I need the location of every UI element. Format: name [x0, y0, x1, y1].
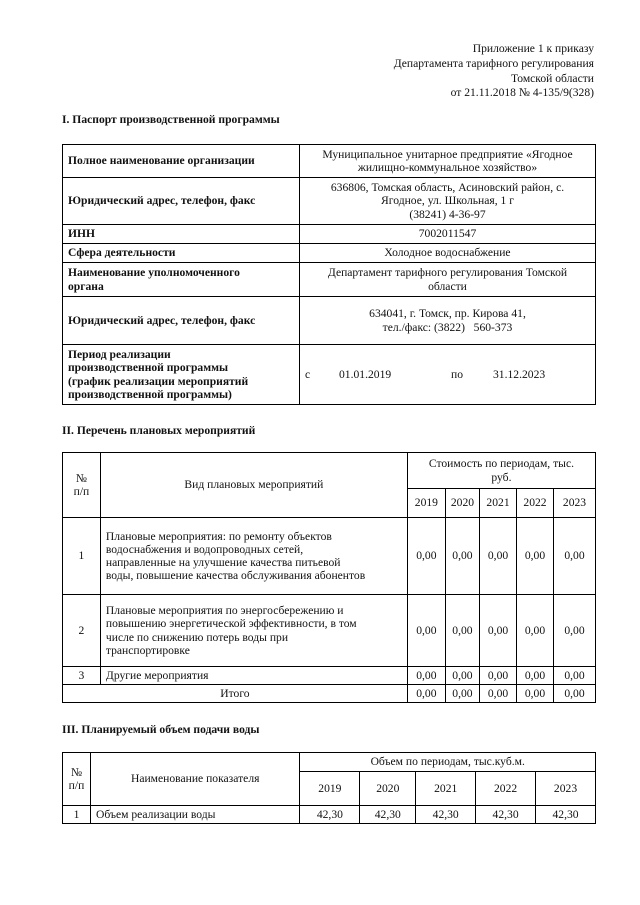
text-line: Плановые мероприятия: по ремонту объектов	[105, 529, 332, 543]
year-header: 2022	[517, 489, 554, 518]
cost-cell: 0,00	[407, 518, 445, 595]
text-line: Плановые мероприятия по энергосбережению и	[105, 604, 344, 618]
header-line: п/п	[68, 779, 85, 792]
text-line: направленные на улучшение качества питьевой	[105, 556, 341, 569]
row-name	[100, 518, 407, 595]
row-name: Объем реализации воды	[90, 806, 299, 824]
col-num-header	[63, 753, 91, 806]
value-line: тел./факс: (3822) 560-373	[382, 320, 513, 334]
row-label: Полное наименование организации	[63, 145, 300, 178]
total-cell: 0,00	[517, 685, 554, 703]
table-row	[63, 595, 596, 667]
year-header: 2022	[476, 772, 536, 806]
total-cell: 0,00	[480, 685, 517, 703]
table-row	[63, 345, 596, 405]
row-num: 1	[63, 806, 91, 824]
table-header-row	[63, 453, 596, 489]
header-line: Департамента тарифного регулирования	[393, 56, 594, 70]
text-line: водоснабжения и водопроводных сетей,	[105, 542, 304, 556]
label-line: Период реализации	[68, 348, 171, 362]
label-line: производственной программы	[68, 361, 229, 375]
row-name	[100, 595, 407, 667]
header-line: п/п	[73, 485, 90, 498]
cost-cell: 0,00	[480, 667, 517, 685]
cost-cell: 0,00	[407, 595, 445, 667]
row-value	[300, 263, 596, 297]
header-line: от 21.11.2018 № 4-135/9(328)	[450, 86, 594, 100]
section1-title: I. Паспорт производственной программы	[62, 113, 280, 126]
cost-cell: 0,00	[554, 667, 596, 685]
row-label: Юридический адрес, телефон, факс	[63, 297, 300, 345]
cost-cell: 0,00	[517, 518, 554, 595]
col-name-header: Вид плановых мероприятий	[100, 453, 407, 518]
value-line: Ягодное, ул. Школьная, 1 г	[381, 194, 514, 208]
label-line: производственной программы)	[68, 387, 232, 401]
cost-cell: 0,00	[554, 518, 596, 595]
volume-cell: 42,30	[300, 806, 360, 824]
text-line: числе по снижению потерь воды при	[105, 630, 289, 644]
cost-cell: 0,00	[480, 518, 517, 595]
table-row	[63, 263, 596, 297]
total-cell: 0,00	[445, 685, 479, 703]
label-line: органа	[68, 279, 104, 293]
year-header: 2020	[360, 772, 416, 806]
cost-cell: 0,00	[407, 667, 445, 685]
cost-cell: 0,00	[554, 595, 596, 667]
row-label: Сфера деятельности	[63, 244, 300, 263]
header-line: Приложение 1 к приказу	[472, 42, 594, 55]
row-value: 7002011547	[300, 225, 596, 244]
row-label: ИНН	[63, 225, 300, 244]
cost-cell: 0,00	[445, 518, 479, 595]
text-line: транспортировке	[105, 643, 190, 657]
row-num: 3	[63, 667, 101, 685]
year-header: 2019	[300, 772, 360, 806]
volume-cell: 42,30	[536, 806, 596, 824]
cost-cell: 0,00	[517, 667, 554, 685]
row-value: Холодное водоснабжение	[300, 244, 596, 263]
row-name: Другие мероприятия	[100, 667, 407, 685]
year-header: 2023	[536, 772, 596, 806]
section3-title: III. Планируемый объем подачи воды	[62, 723, 260, 736]
cost-cell: 0,00	[517, 595, 554, 667]
header-line: №	[70, 765, 83, 779]
table-row	[63, 806, 596, 824]
table-row	[63, 244, 596, 263]
period-from-date: 01.01.2019	[339, 367, 392, 381]
total-label: Итого	[63, 685, 408, 703]
value-line: жилищно-коммунальное хозяйство»	[357, 161, 538, 174]
year-header: 2019	[407, 489, 445, 518]
total-cell: 0,00	[554, 685, 596, 703]
text-line: воды, повышение качества обслуживания абонентов	[105, 569, 366, 583]
volume-cell: 42,30	[476, 806, 536, 824]
row-num: 1	[63, 518, 101, 595]
section2-title: II. Перечень плановых мероприятий	[62, 424, 256, 437]
volume-cell: 42,30	[360, 806, 416, 824]
period-to-word: по	[451, 367, 464, 381]
value-line: Муниципальное унитарное предприятие «Ягодное	[322, 147, 573, 161]
header-line: Стоимость по периодам, тыс.	[428, 457, 574, 471]
value-line: области	[428, 279, 467, 293]
year-header: 2020	[445, 489, 479, 518]
row-value	[300, 145, 596, 178]
total-row	[63, 685, 596, 703]
value-line: Департамент тарифного регулирования Томской	[327, 266, 568, 280]
row-value	[300, 178, 596, 225]
appendix-header	[394, 42, 594, 101]
period-to-date: 31.12.2023	[493, 367, 546, 381]
row-value	[300, 297, 596, 345]
period-label	[63, 345, 300, 405]
volume-cell: 42,30	[416, 806, 476, 824]
year-header: 2021	[480, 489, 517, 518]
label-line: Наименование уполномоченного	[68, 266, 240, 280]
year-header: 2023	[554, 489, 596, 518]
table-row	[63, 518, 596, 595]
col-volume-header: Объем по периодам, тыс.куб.м.	[300, 753, 596, 772]
activities-table	[62, 452, 596, 703]
header-line: Томской области	[511, 71, 594, 85]
col-num-header	[63, 453, 101, 518]
value-line: 634041, г. Томск, пр. Кирова 41,	[369, 307, 526, 321]
table-row	[63, 297, 596, 345]
period-from-word: с	[305, 367, 311, 381]
col-name-header: Наименование показателя	[90, 753, 299, 806]
table-row	[63, 667, 596, 685]
table-row	[63, 225, 596, 244]
cost-cell: 0,00	[480, 595, 517, 667]
header-line: руб.	[491, 470, 512, 484]
row-label: Юридический адрес, телефон, факс	[63, 178, 300, 225]
table-row	[63, 178, 596, 225]
row-label	[63, 263, 300, 297]
period-value	[300, 345, 596, 405]
cost-cell: 0,00	[445, 595, 479, 667]
table-header-row	[63, 753, 596, 772]
water-volume-table	[62, 752, 596, 824]
label-line: (график реализации мероприятий	[68, 374, 249, 388]
col-cost-header	[407, 453, 595, 489]
row-num: 2	[63, 595, 101, 667]
text-line: повышению энергетической эффективности, в том	[105, 617, 357, 631]
total-cell: 0,00	[407, 685, 445, 703]
year-header: 2021	[416, 772, 476, 806]
cost-cell: 0,00	[445, 667, 479, 685]
header-line: №	[75, 471, 87, 485]
passport-table	[62, 144, 596, 405]
table-row	[63, 145, 596, 178]
value-line: 636806, Томская область, Асиновский район, с.	[330, 181, 565, 195]
value-line: (38241) 4-36-97	[409, 207, 486, 221]
